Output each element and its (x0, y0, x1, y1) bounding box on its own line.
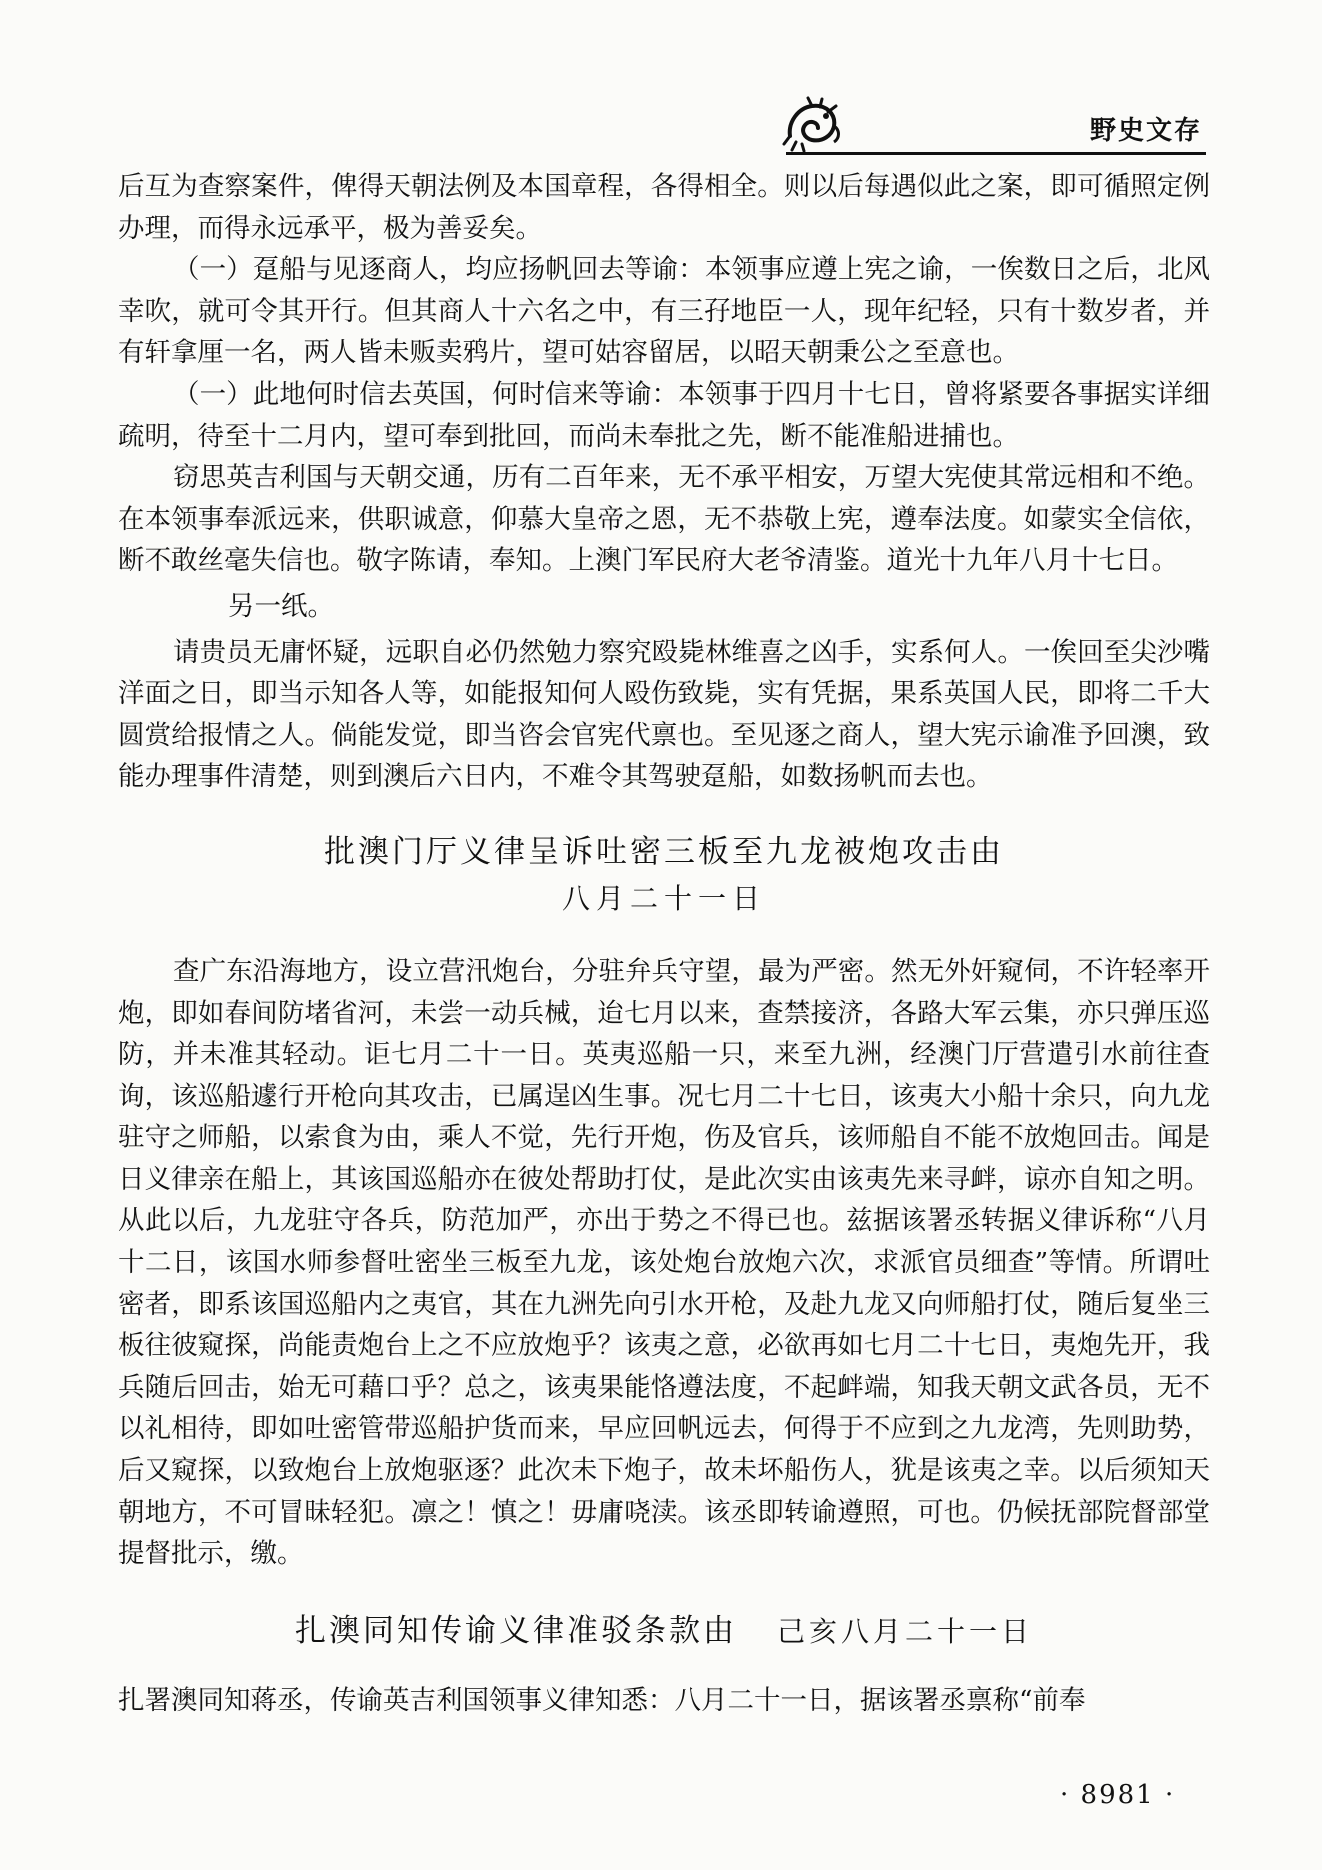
paragraph: （一）趸船与见逐商人，均应扬帆回去等谕：本领事应遵上宪之谕，一俟数日之后，北风幸吹，就可令其开行。但其商人十六名之中，有三孖地臣一人，现年纪轻，只有十数岁者，并有轩拿厘一名，两人皆未贩卖鸦片，望可姑容留居，以昭天朝秉公之至意也。 (118, 254, 1210, 369)
paragraph: 后互为查察案件，俾得天朝法例及本国章程，各得相全。则以后每遇似此之案，即可循照定例办理，而得永远承平，极为善妥矣。 (118, 171, 1210, 244)
paragraph: （一）此地何时信去英国，何时信来等谕：本领事于四月十七日，曾将紧要各事据实详细疏明，待至十二月内，望可奉到批回，而尚未奉批之先，断不能准船进捕也。 (118, 378, 1210, 452)
series-title: 野史文存 (1090, 116, 1203, 146)
section-title: 扎澳同知传谕义律准驳条款由 (294, 1612, 737, 1649)
paragraph: 请贵员无庸怀疑，远职自必仍然勉力察究殴毙林维喜之凶手，实系何人。一俟回至尖沙嘴洋面之日，即当示知各人等，如能报知何人殴伤致毙，实有凭据，果系英国人民，即将二千大圆赏给报情之人。倘能发觉，即当咨会官宪代禀也。至见逐之商人，望大宪示谕准予回澳，致能办理事件清楚，则到澳后六日内，不难令其驾驶趸船，如数扬帆而去也。 (118, 636, 1210, 793)
section-title: 批澳门厅义律呈诉吐密三板至九龙被炮攻击由 (324, 833, 1004, 870)
section-heading (118, 826, 1210, 917)
header-rule (786, 152, 1206, 155)
section-date: 己亥八月二十一日 (776, 1614, 1033, 1648)
paragraph: 窃思英吉利国与天朝交通，历有二百年来，无不承平相安，万望大宪使其常远相和不绝。在本领事奉派远来，供职诚意，仰慕大皇帝之恩，无不恭敬上宪，遵奉法度。如蒙实全信依，断不敢丝毫失信也。敬字陈请，奉知。上澳门军民府大老爷清鉴。道光十九年八月十七日。 (118, 462, 1210, 577)
dragon-emblem-icon (782, 96, 842, 152)
paragraph: 另一纸。 (228, 590, 334, 622)
paragraph: 扎署澳同知蒋丞，传谕英吉利国领事义律知悉：八月二十一日，据该署丞禀称“前奉 (118, 1684, 1086, 1716)
page-header (0, 0, 1322, 160)
page-number: · 8981 · (1060, 1780, 1176, 1810)
section-heading (118, 1605, 1210, 1650)
page-body (118, 166, 1210, 1721)
paragraph: 查广东沿海地方，设立营汛炮台，分驻弁兵守望，最为严密。然无外奸窥伺，不许轻率开炮，即如春间防堵省河，未尝一动兵械，迨七月以来，查禁接济，各路大军云集，亦只弹压巡防，并未准其轻动。讵七月二十一日。英夷巡船一只，来至九洲，经澳门厅营遣引水前往查询，该巡船遽行开枪向其攻击，已属逞凶生事。况七月二十七日，该夷大小船十余只，向九龙驻守之师船，以索食为由，乘人不觉，先行开炮，伤及官兵，该师船自不能不放炮回击。闻是日义律亲在船上，其该国巡船亦在彼处帮助打仗，是此次实由该夷先来寻衅，谅亦自知之明。从此以后，九龙驻守各兵，防范加严，亦出于势之不得已也。兹据该署丞转据义律诉称“八月十二日，该国水师参督吐密坐三板至九龙，该处炮台放炮六次，求派官员细查”等情。所谓吐密者，即系该国巡船内之夷官，其在九洲先向引水开枪，及赴九龙又向师船打仗，随后复坐三板往彼窥探，尚能责炮台上之不应放炮乎？该夷之意，必欲再如七月二十七日，夷炮先开，我兵随后回击，始无可藉口乎？总之，该夷果能恪遵法度，不起衅端，知我天朝文武各员，无不以礼相待，即如吐密管带巡船护货而来，早应回帆远去，何得于不应到之九龙湾，先则助势，后又窥探，以致炮台上放炮驱逐？此次未下炮子，故未坏船伤人，犹是该夷之幸。以后须知天朝地方，不可冒昧轻犯。凛之！慎之！毋庸哓渎。该丞即转谕遵照，可也。仍候抚部院督部堂提督批示，缴。 (118, 955, 1210, 1570)
section-date: 八月二十一日 (561, 881, 766, 915)
